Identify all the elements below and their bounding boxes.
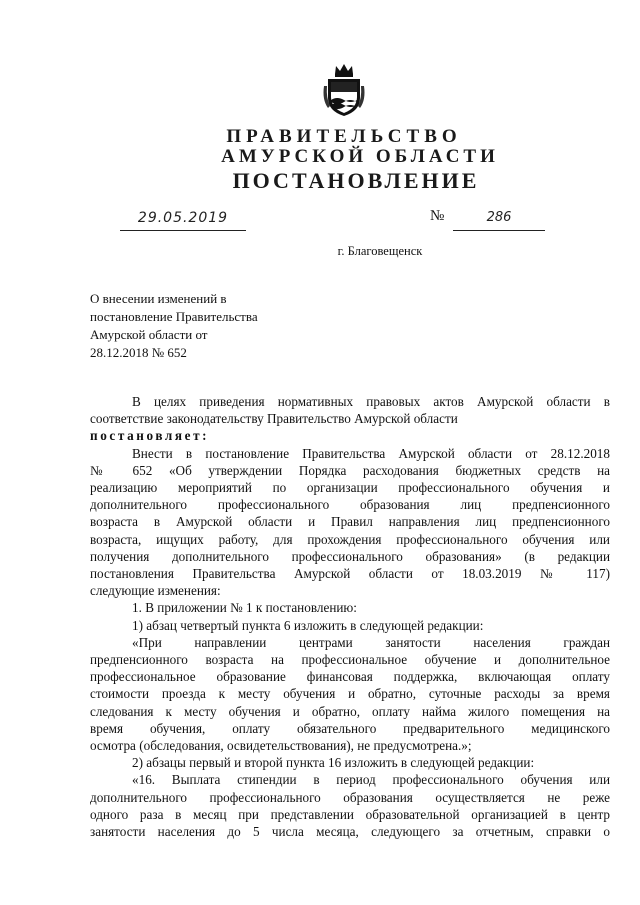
- body-line: Внести в постановление Правительства Амурской области от 28.12.2018: [132, 445, 610, 461]
- document-body: [90, 393, 610, 840]
- city-name: г. Благовещенск: [337, 244, 423, 258]
- region-title: АМУРСКОЙ ОБЛАСТИ: [221, 146, 499, 167]
- body-line: следующие изменения:: [90, 583, 221, 599]
- document-date: 29.05.2019: [120, 210, 246, 231]
- body-line: реализацию мероприятий по организации профессионального обучения и: [90, 480, 610, 496]
- document-subject: [90, 290, 310, 362]
- body-line: одного раза в месяц при представлении образовательной организацией в центр: [90, 806, 610, 822]
- body-line: получения дополнительного профессионального образования» (в редакции: [90, 548, 610, 564]
- document-number: 286: [453, 210, 545, 231]
- body-line: постановления Правительства Амурской области от 18.03.2019 № 117): [90, 566, 610, 582]
- body-line: «При направлении центрами занятости населения граждан: [132, 634, 610, 650]
- body-line: профессиональное образование финансовая поддержка, включающая оплату: [90, 669, 610, 685]
- body-line: № 652 «Об утверждении Порядка расходования бюджетных средств на: [90, 462, 610, 478]
- body-line: возраста в Амурской области и Правил направления лиц предпенсионного: [90, 514, 610, 530]
- body-line: 1) абзац четвертый пункта 6 изложить в следующей редакции:: [132, 617, 484, 633]
- body-line: дополнительного профессионального образования лиц предпенсионного: [90, 497, 610, 513]
- subject-line: Амурской области от: [90, 327, 208, 342]
- government-title: ПРАВИТЕЛЬСТВО: [226, 126, 462, 147]
- body-line: занятости населения до 5 числа месяца, следующего за отчетным, справки о: [90, 824, 610, 840]
- body-line: стоимости проезда к месту обучения и обратно, суточные расходы за время: [90, 686, 610, 702]
- preamble-line: В целях приведения нормативных правовых актов Амурской области в: [132, 394, 610, 409]
- body-line: дополнительного профессионального образования осуществляется не реже: [90, 789, 610, 805]
- body-line: предпенсионного возраста на профессиональное обучение и дополнительное: [90, 652, 610, 668]
- body-line: 2) абзацы первый и второй пункта 16 изложить в следующей редакции:: [132, 755, 535, 771]
- document-type-title: ПОСТАНОВЛЕНИЕ: [232, 168, 480, 193]
- subject-line: постановление Правительства: [90, 309, 258, 324]
- subject-line: 28.12.2018 № 652: [90, 345, 187, 360]
- subject-line: О внесении изменений в: [90, 291, 227, 306]
- body-line: время обучения, оплату обязательного предварительного медицинского: [90, 720, 610, 736]
- resolve-word: постановляет:: [90, 428, 210, 444]
- coat-of-arms-emblem: [322, 62, 366, 118]
- body-line: 1. В приложении № 1 к постановлению:: [132, 600, 357, 616]
- body-line: следования к месту обучения и обратно, оплату найма жилого помещения на: [90, 703, 610, 719]
- number-label: №: [430, 208, 445, 224]
- body-line: осмотра (обследования, освидетельствования), не предусмотрена.»;: [90, 738, 472, 754]
- preamble-line: соответствие законодательству Правительство Амурской области: [90, 411, 458, 427]
- body-line: «16. Выплата стипендии в период профессионального обучения или: [132, 772, 610, 788]
- body-line: возраста, ищущих работу, для прохождения профессионального обучения или: [90, 531, 610, 547]
